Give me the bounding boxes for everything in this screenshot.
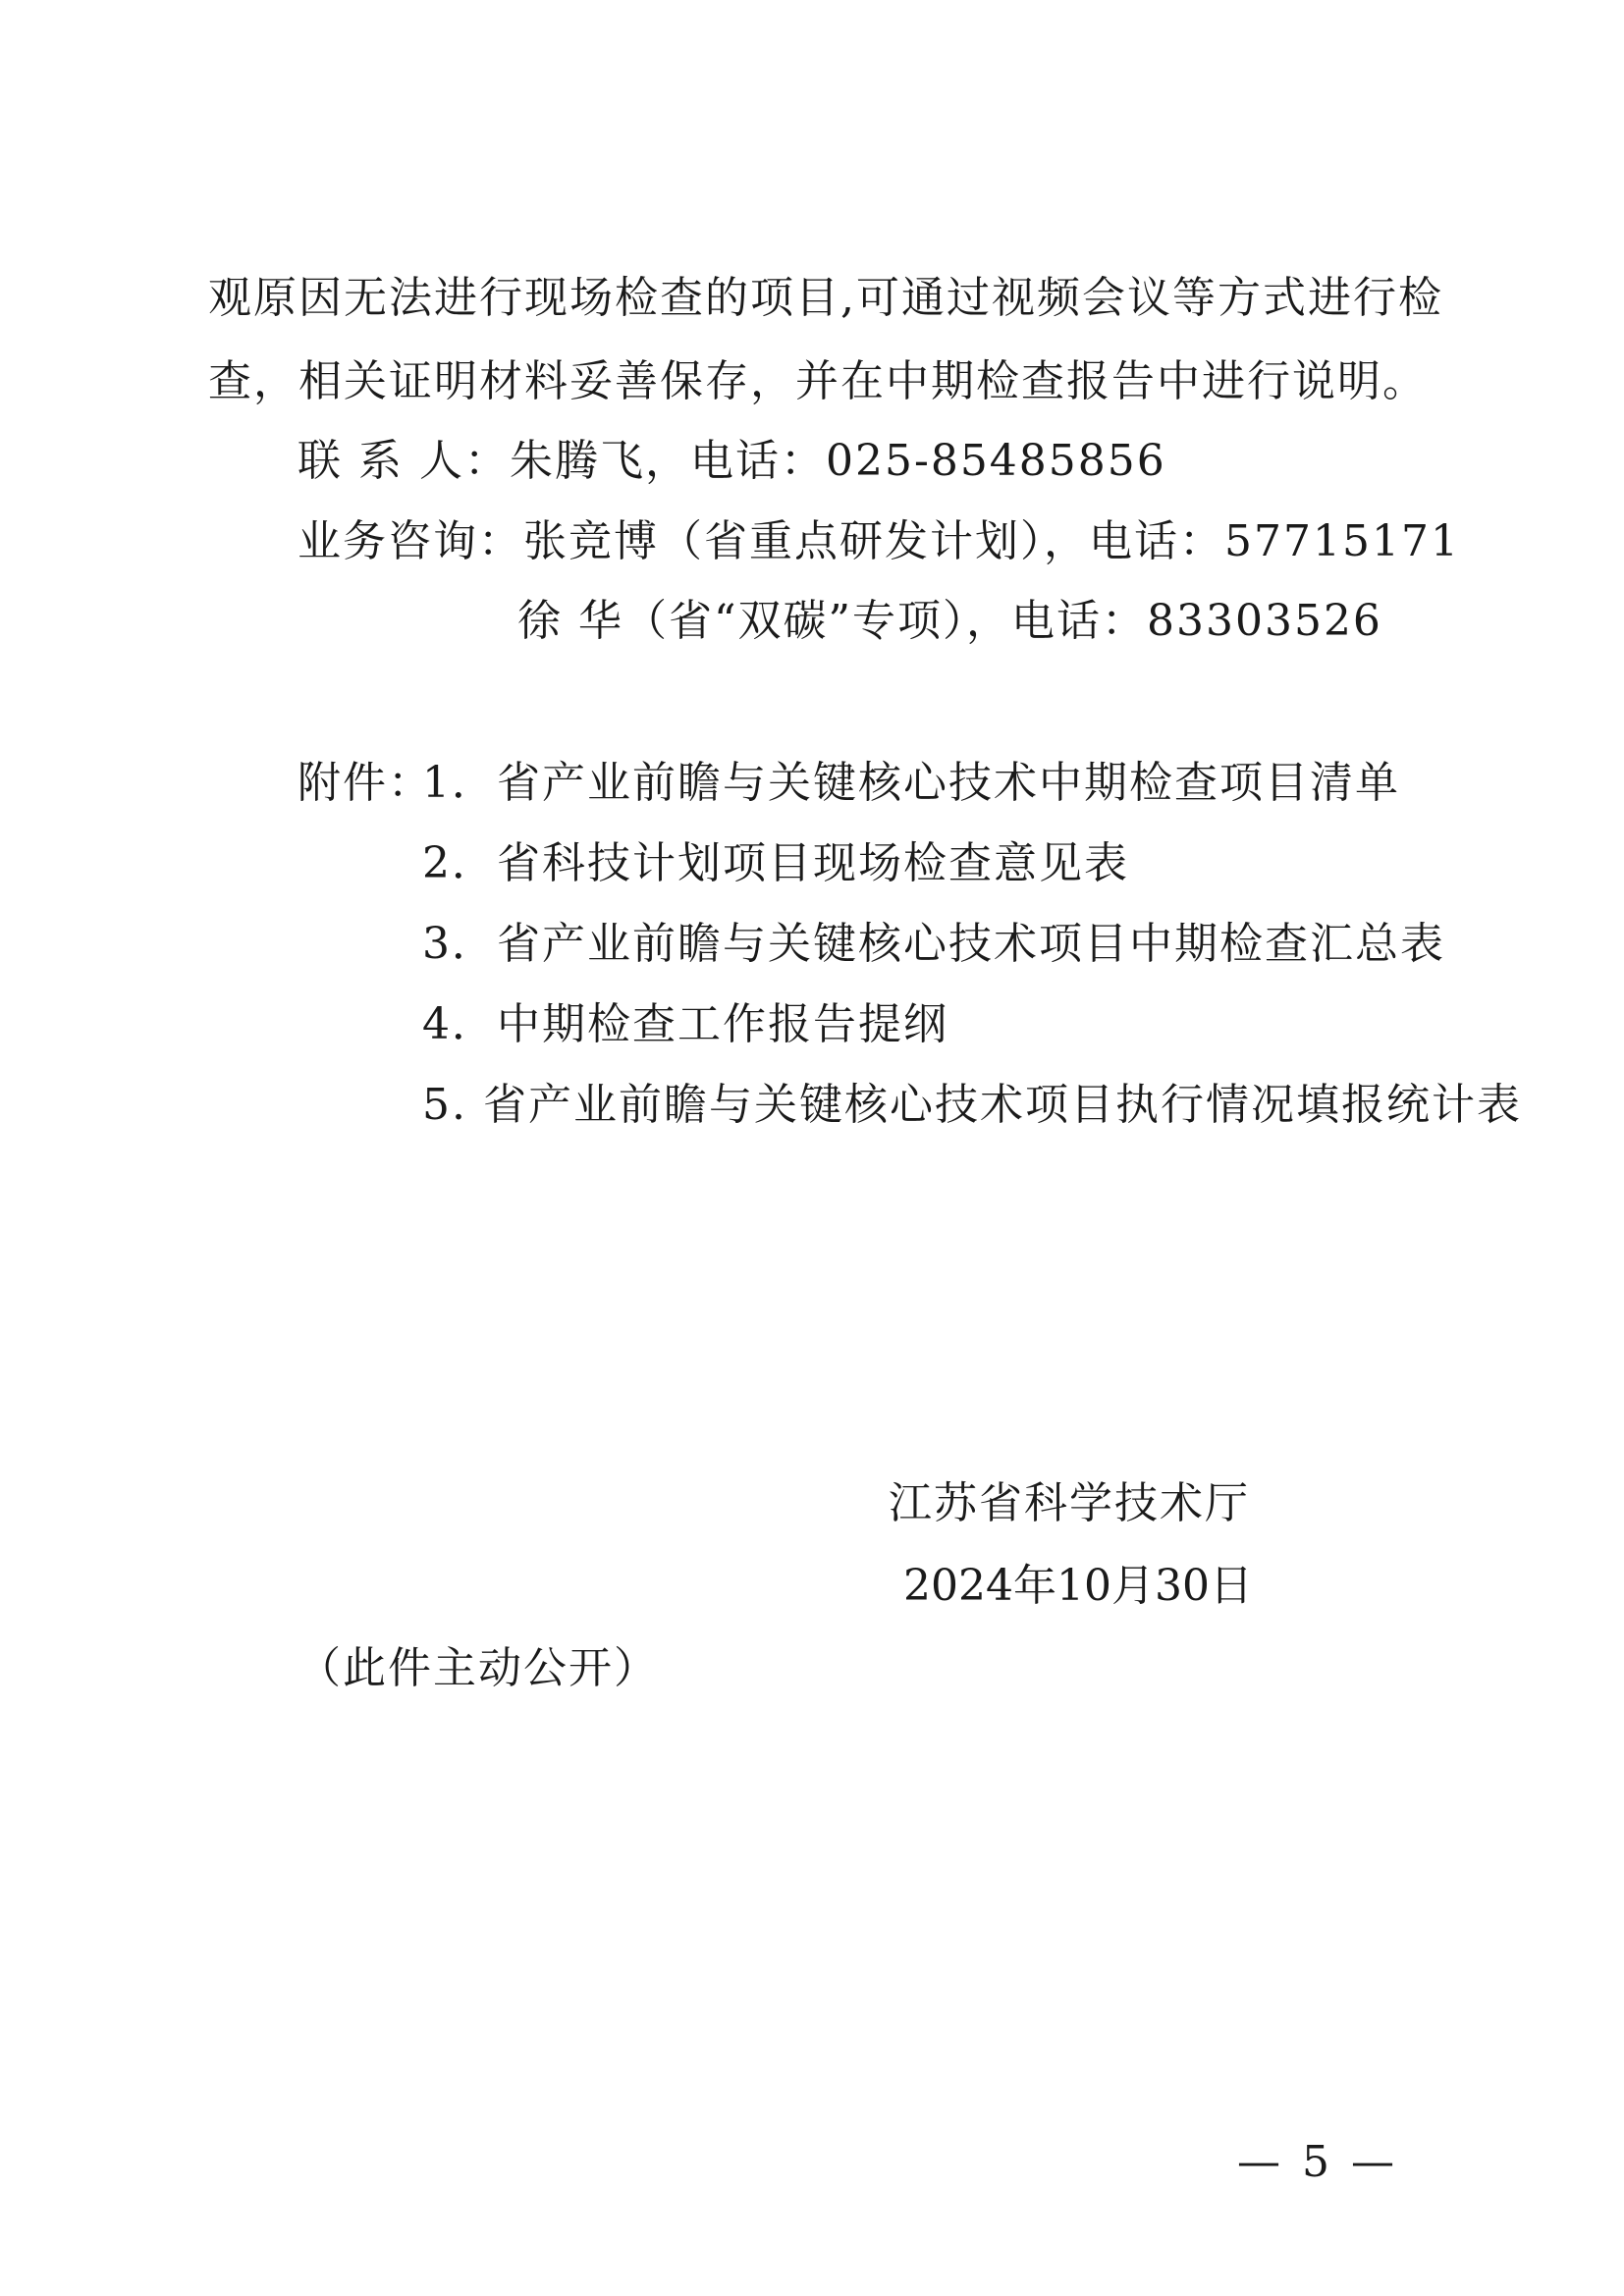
attachment-item-2: 2．省科技计划项目现场检查意见表	[422, 838, 1129, 888]
attachment-item-4: 4．中期检查工作报告提纲	[422, 999, 948, 1049]
business-consult-line-1: 业务咨询：张竞博（省重点研发计划），电话：57715171	[298, 516, 1460, 566]
attachment-item-5: 5. 省产业前瞻与关键核心技术项目执行情况填报统计表	[422, 1080, 1522, 1130]
disclosure-note: （此件主动公开）	[298, 1643, 659, 1693]
body-paragraph-line-2: 查，相关证明材料妥善保存，并在中期检查报告中进行说明。	[208, 356, 1428, 406]
attachment-item-1: 1．省产业前瞻与关键核心技术中期检查项目清单	[422, 758, 1400, 808]
body-paragraph-line-1: 观原因无法进行现场检查的项目,可通过视频会议等方式进行检	[208, 273, 1443, 323]
attachments-label: 附件：	[298, 758, 433, 808]
issue-date: 2024年10月30日	[903, 1561, 1253, 1611]
issuing-organization: 江苏省科学技术厅	[889, 1478, 1250, 1528]
attachment-item-3: 3．省产业前瞻与关键核心技术项目中期检查汇总表	[422, 919, 1445, 969]
page-number: — 5 —	[1237, 2137, 1398, 2187]
business-consult-line-2: 徐 华（省“双碳”专项），电话：83303526	[517, 596, 1382, 646]
contact-person-line: 联 系 人：朱腾飞，电话：025-85485856	[298, 436, 1166, 486]
